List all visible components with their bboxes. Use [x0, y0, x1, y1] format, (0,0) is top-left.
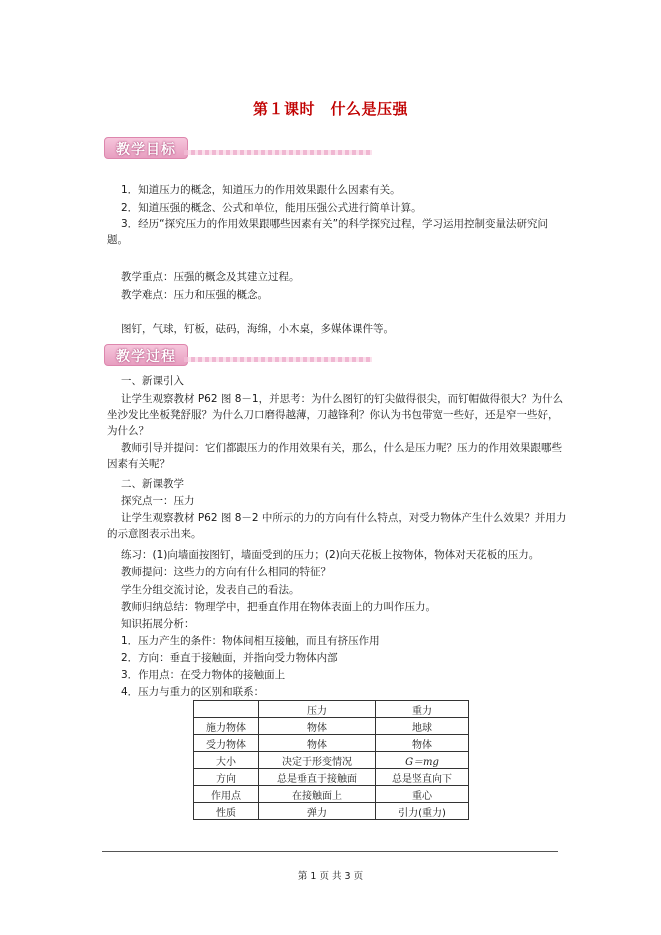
exercise-text: 练习：(1)向墙面按图钉，墙面受到的压力；(2)向天花板上按物体，物体对天花板的压力。 [121, 549, 540, 561]
key-point-focus: 教学重点：压强的概念及其建立过程。 [121, 271, 300, 283]
table-cell: 性质 [194, 803, 259, 820]
key-point-difficulty: 教学难点：压力和压强的概念。 [121, 289, 268, 301]
table-cell: 总是竖直向下 [376, 769, 469, 786]
point-item-2: 2．方向：垂直于接触面，并指向受力物体内部 [121, 652, 338, 664]
table-row [194, 803, 469, 820]
table-cell: 物体 [259, 718, 376, 735]
group-discussion: 学生分组交流讨论，发表自己的看法。 [121, 584, 300, 596]
table-cell: 决定于形变情况 [259, 752, 376, 769]
guide-text: 教师引导并提问：它们都跟压力的作用效果有关，那么，什么是压力呢？压力的作用效果跟哪些因素有关呢？ [107, 442, 562, 470]
table-cell: 方向 [194, 769, 259, 786]
table-cell: 地球 [376, 718, 469, 735]
teacher-summary: 教师归纳总结：物理学中，把垂直作用在物体表面上的力叫作压力。 [121, 601, 436, 613]
table-header-row [194, 701, 469, 718]
table-cell: 重心 [376, 786, 469, 803]
section-label-goals: 教学目标 [116, 142, 176, 158]
observe-text: 让学生观察教材 P62 图 8－2 中所示的力的方向有什么特点，对受力物体产生什么效果？并用力的示意图表示出来。 [107, 512, 567, 540]
section-banner-process [104, 344, 372, 366]
explore-point-1: 探究点一：压力 [121, 495, 195, 507]
goal-item-1: 1．知道压力的概念，知道压力的作用效果跟什么因素有关。 [121, 184, 401, 196]
table-cell: 弹力 [259, 803, 376, 820]
table-row [194, 786, 469, 803]
footer-divider [102, 851, 558, 852]
page-title: 第１课时 什么是压强 [252, 100, 408, 118]
section-banner-goals [104, 137, 372, 159]
banner-strip [184, 150, 372, 155]
table-header-cell [194, 701, 259, 718]
knowledge-expand: 知识拓展分析： [121, 618, 195, 630]
goal-item-2: 2．知道压强的概念、公式和单位，能用压强公式进行简单计算。 [121, 202, 422, 214]
banner-strip [184, 357, 372, 362]
table-cell: 作用点 [194, 786, 259, 803]
point-item-4: 4．压力与重力的区别和联系： [121, 686, 265, 698]
section-label-process: 教学过程 [116, 349, 176, 365]
table-cell: G＝mg [376, 752, 469, 769]
point-item-1: 1．压力产生的条件：物体间相互接触，而且有挤压作用 [121, 635, 380, 647]
intro-text: 让学生观察教材 P62 图 8－1，并思考：为什么图钉的钉尖做得很尖，而钉帽做得很大？为什么坐沙发比坐板凳舒服？为什么刀口磨得越薄，刀越锋利？你认为书包带宽一些好，还是窄一些好，为什么？ [107, 393, 564, 437]
table-cell: 物体 [259, 735, 376, 752]
point-item-3: 3．作用点：在受力物体的接触面上 [121, 669, 286, 681]
teacher-question: 教师提问：这些力的方向有什么相同的特征？ [121, 566, 331, 578]
table-cell: 物体 [376, 735, 469, 752]
comparison-table [193, 700, 469, 820]
table-cell: 在接触面上 [259, 786, 376, 803]
table-cell: 总是垂直于接触面 [259, 769, 376, 786]
new-lesson-heading: 二、新课教学 [121, 478, 184, 490]
table-header-cell: 重力 [376, 701, 469, 718]
table-row [194, 735, 469, 752]
table-row [194, 769, 469, 786]
table-header-cell: 压力 [259, 701, 376, 718]
page-number: 第 1 页 共 3 页 [297, 871, 364, 882]
table-row [194, 752, 469, 769]
intro-heading: 一、新课引入 [121, 375, 184, 387]
goal-item-3: 3．经历“探究压力的作用效果跟哪些因素有关”的科学探究过程，学习运用控制变量法研究问题。 [107, 218, 549, 246]
materials-list: 图钉，气球，钉板，砝码，海绵，小木桌，多媒体课件等。 [121, 323, 394, 335]
table-cell: 大小 [194, 752, 259, 769]
table-cell: 引力(重力) [376, 803, 469, 820]
table-row [194, 718, 469, 735]
table-cell: 受力物体 [194, 735, 259, 752]
table-cell: 施力物体 [194, 718, 259, 735]
